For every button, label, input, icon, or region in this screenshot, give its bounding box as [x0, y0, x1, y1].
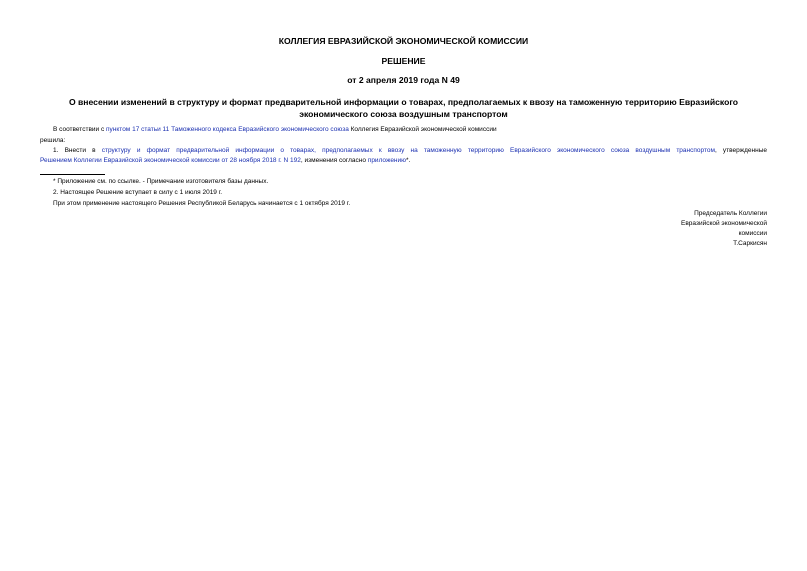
preamble-text-2: Коллегия Евразийской экономической комиссии — [348, 126, 497, 133]
signature-title-line-3: комиссии — [738, 230, 767, 237]
document-date: от 2 апреля 2019 года N 49 — [347, 75, 460, 85]
appendix-link[interactable]: приложению — [367, 157, 407, 164]
title-line-2: экономического союза воздушным транспортом — [299, 109, 508, 119]
decided-text: решила: — [40, 137, 66, 144]
structure-format-link[interactable]: структуру и формат предварительной информации о товарах, предполагаемых к ввозу на таможенную территорию Евразийского экономического союза воздушным транспортом — [101, 147, 715, 154]
item-3-text: При этом применение настоящего Решения Республикой Беларусь начинается с 1 октября 2019 г. — [53, 200, 351, 207]
title-line-1: О внесении изменений в структуру и формат предварительной информации о товарах, предполагаемых к ввозу на таможенную территорию Евразийского — [68, 97, 739, 107]
item-1-text-3: , изменения согласно — [300, 157, 368, 164]
signatory-name: Т.Саркисян — [733, 240, 767, 247]
document-title — [40, 96, 767, 120]
commission-decision-link[interactable]: Решением Коллегии Евразийской экономической комиссии от 28 ноября 2018 г. N 192 — [40, 157, 301, 164]
item-1-line-2 — [40, 156, 410, 166]
preamble-paragraph — [53, 125, 497, 135]
item-1-text-2: , утвержденные — [714, 147, 767, 154]
document-type-heading: РЕШЕНИЕ — [381, 56, 426, 66]
signature-block — [681, 209, 767, 249]
preamble-text-1: В соответствии с — [53, 126, 107, 133]
item-1-text-4: *. — [406, 157, 411, 164]
customs-code-link[interactable]: пунктом 17 статьи 11 Таможенного кодекса Евразийского экономического союза — [106, 126, 349, 133]
item-1-text-1: 1. Внести в — [53, 147, 102, 154]
footnote-text: * Приложение см. по ссылке. - Примечание изготовителя базы данных. — [53, 178, 269, 185]
footnote-divider — [40, 174, 105, 175]
organization-heading: КОЛЛЕГИЯ ЕВРАЗИЙСКОЙ ЭКОНОМИЧЕСКОЙ КОМИССИИ — [278, 36, 529, 46]
signature-title-line-2: Евразийской экономической — [681, 220, 767, 227]
item-2-text: 2. Настоящее Решение вступает в силу с 1 июля 2019 г. — [53, 189, 223, 196]
item-1-line-1 — [53, 146, 767, 156]
signature-title-line-1: Председатель Коллегии — [694, 210, 767, 217]
